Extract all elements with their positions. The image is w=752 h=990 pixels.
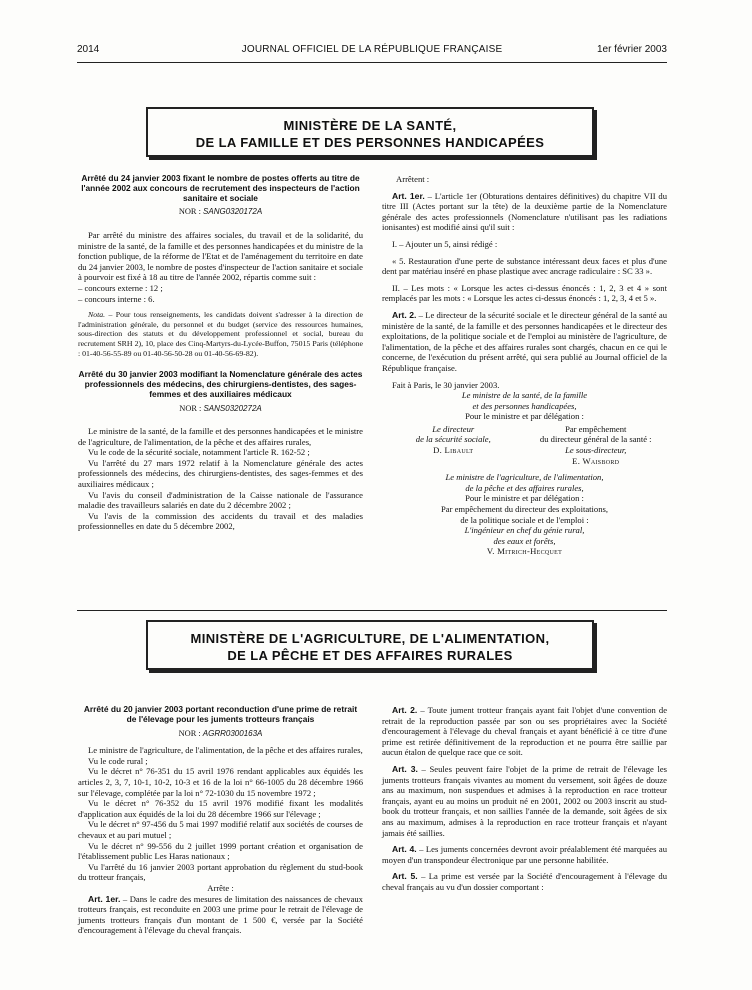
ministry-box-health <box>146 107 594 157</box>
preamble-paragraph: Le ministre de l'agriculture, de l'alimentation, de la pêche et des affaires rurales, <box>88 745 363 756</box>
article-text: – La prime est versée par la Société d'encouragement à l'élevage du cheval français au vu d'un dossier comportant : <box>382 871 667 892</box>
arrete-title: Arrêté du 24 janvier 2003 fixant le nombre de postes offerts au titre de l'année 2002 aux concours de recrutement des inspecteurs de l'action sanitaire et sociale <box>81 173 360 203</box>
article-label: Art. 1er. <box>392 190 425 201</box>
visa-paragraph: Vu le décret n° 76-351 du 15 avril 1976 rendant applicables aux équidés les articles 2, 3, 7, 10-1, 10-2, 10-3 et 16 de la loi n° 66-1005 du 28 décembre 1966 sur l'élevage, complétée par la loi n° 72-1030 du 15 novembre 1972 ; <box>78 766 363 798</box>
signatory-name: V. Mitrich-Hecquet <box>486 546 563 557</box>
visa-paragraph: Vu le décret n° 76-352 du 15 avril 1976 modifié fixant les modalités d'application aux équidés de la loi du 28 décembre 1966 sur l'élevage ; <box>78 798 363 819</box>
signatory-title: et des personnes handicapées, <box>472 400 577 411</box>
list-item: – concours externe : 12 ; <box>78 282 163 293</box>
visa-paragraph: Vu l'arrêté du 27 mars 1972 relatif à la Nomenclature générale des actes professionnels des médecins, des chirurgiens-dentistes, des sages-femmes et des auxiliaires médicaux ; <box>78 457 363 490</box>
ministry-line-2: DE LA PÊCHE ET DES AFFAIRES RURALES <box>227 648 513 663</box>
left-column-lower <box>78 705 363 936</box>
nor-label: NOR : <box>178 728 201 738</box>
signatory-title: de la sécurité sociale, <box>415 434 491 445</box>
delegation-line: Par empêchement du directeur des exploitations, <box>440 504 609 515</box>
signatory-title: Le directeur <box>432 423 475 434</box>
nor-reference <box>78 207 363 218</box>
ministry-line-1: MINISTÈRE DE L'AGRICULTURE, DE L'ALIMENTATION, <box>190 631 550 646</box>
right-column-lower <box>382 705 667 893</box>
list-item: – concours interne : 6. <box>78 293 155 304</box>
delegation-line: de la politique sociale et de l'emploi : <box>460 514 589 525</box>
signatory-title: des eaux et forêts, <box>493 535 556 546</box>
visa-paragraph: Vu le décret n° 97-456 du 5 mai 1997 modifié relatif aux sociétés de courses de chevaux et au pari mutuel ; <box>78 819 363 840</box>
article-label: Art. 4. <box>392 844 417 855</box>
article-label: Art. 2. <box>392 309 417 320</box>
issue-date: 1er février 2003 <box>596 44 667 55</box>
visa-paragraph: Vu l'avis de la commission des accidents du travail et des maladies professionnelles en date du 5 décembre 2002, <box>78 510 363 532</box>
arrete-verb: Arrête : <box>207 882 234 893</box>
signatory-title: du directeur général de la santé : <box>539 434 652 445</box>
nor-code: SANG0320172A <box>203 207 263 217</box>
signatory-title: L'ingénieur en chef du génie rural, <box>464 525 585 536</box>
nor-label: NOR : <box>178 207 201 217</box>
article-text: – Toute jument trotteur français ayant fait l'objet d'une convention de retrait de la reproduction passée par son ou ses propriétaires avec la Société d'encouragement à l'élevage du cheval français et ayant bénéficié à ce titre d'une prime est retirée définitivement de la reproduction et ne pourra être saillie par aucun étalon de quelque race que ce soit. <box>382 705 668 758</box>
signature-pair <box>382 424 667 466</box>
journal-title: JOURNAL OFFICIEL DE LA RÉPUBLIQUE FRANÇAISE <box>241 44 503 55</box>
signatory-title: Le ministre de l'agriculture, de l'alimentation, <box>445 472 604 483</box>
visa-paragraph: Vu l'avis du conseil d'administration de la Caisse nationale de l'assurance maladie des travailleurs salariés en date du 2 décembre 2002 ; <box>78 489 363 511</box>
nota-text: – Pour tous renseignements, les candidats doivent s'adresser à la direction de l'administration générale, du personnel et du budget (service des ressources humaines, sous-direction des statuts et du développement professionnel et social, bureau du recrutement SRH 2), 10, place des Cinq-Martyrs-du-Lycée-Buffon, 75015 Paris (téléphone : 01-40-56-55-89 ou 01-40-56-50-28 ou 01-40-56-69-82). <box>78 310 363 358</box>
signature-date: Fait à Paris, le 30 janvier 2003. <box>392 379 500 390</box>
article-1-quote: « 5. Restauration d'une perte de substance intéressant deux faces et plus d'une dent par matériau inséré en phase plastique avec ancrage radiculaire : SC 33 ». <box>382 255 667 277</box>
nota-label: Nota. <box>88 310 106 320</box>
delegation-line: Pour le ministre et par délégation : <box>465 411 584 422</box>
right-column-upper <box>382 174 667 557</box>
visa-paragraph: Vu le code de la sécurité sociale, notamment l'article R. 162-52 ; <box>88 447 310 458</box>
arrete-body: Par arrêté du ministre des affaires sociales, du travail et de la solidarité, du ministre de la santé, de la famille et des personnes handicapées et du ministre de la fonction publique, de la réforme de l'Etat et de l'aménagement du territoire en date du 24 janvier 2003, le nombre de postes d'inspecteur de l'action sanitaire et sociale à pourvoir est fixé à 18 au titre de l'année 2002, répartis comme suit : <box>78 229 363 283</box>
nor-reference <box>78 729 363 740</box>
visa-paragraph: Vu le décret n° 99-556 du 2 juillet 1999 portant création et organisation de l'établissement public Les Haras nationaux ; <box>78 840 363 862</box>
article-text: – L'article 1er (Obturations dentaires définitives) du chapitre VII du titre III (Actes portant sur la tête) de la deuxième partie de la Nomenclature générale des actes professionnels (Nomenclature n'utilisant pas les radiations ionisantes) est modifié ainsi qu'il suit : <box>382 190 667 233</box>
nor-code: AGRR0300163A <box>202 728 263 738</box>
article-1-part-ii: II. – Les mots : « Lorsque les actes ci-dessus énoncés : 1, 2, 3 et 4 » sont remplacés par les mots : « Lorsque les actes ci-dessus énoncés : 1, 2, 3, 4 et 5 ». <box>382 282 667 304</box>
nor-label: NOR : <box>179 403 202 413</box>
section-rule <box>77 610 667 611</box>
article-1 <box>78 894 363 936</box>
article-5 <box>382 871 667 892</box>
running-header <box>77 44 667 58</box>
article-label: Art. 3. <box>392 763 418 774</box>
nota-paragraph <box>78 310 363 358</box>
article-2 <box>382 705 667 758</box>
article-label: Art. 2. <box>392 705 418 715</box>
header-rule <box>77 62 667 63</box>
article-4 <box>382 844 667 865</box>
delegation-line: Pour le ministre et par délégation : <box>465 493 584 504</box>
article-text: – Le directeur de la sécurité sociale et le directeur général de la santé au ministère de la santé, de la famille et des personnes handicapées et le directeur des exploitations, de la politique sociale et de l'emploi au ministère de l'agriculture, de l'alimentation, de la pêche et des affaires rurales sont chargés, chacun en ce qui le concerne, de l'exécution du présent arrêté, qui sera publié au Journal officiel de la République française. <box>382 309 667 373</box>
signatory-name: D. Libault <box>433 445 474 456</box>
signatory-title: Par empêchement <box>565 423 627 434</box>
nor-code: SANS0320272A <box>203 403 262 413</box>
arrete-title: Arrêté du 30 janvier 2003 modifiant la Nomenclature générale des actes professionnels des médecins, des chirurgiens-dentistes, des sages-femmes et des auxiliaires médicaux <box>78 369 363 399</box>
signatory-title: Le sous-directeur, <box>565 445 627 456</box>
arrete-title: Arrêté du 20 janvier 2003 portant reconduction d'une prime de retrait de l'élevage pour les juments trotteurs français <box>83 704 358 724</box>
article-label: Art. 5. <box>392 871 418 882</box>
ministry-box-agriculture <box>146 620 594 670</box>
ministry-line-1: MINISTÈRE DE LA SANTÉ, <box>283 118 457 133</box>
preamble-paragraph: Le ministre de la santé, de la famille et des personnes handicapées et le ministre de l'agriculture, de l'alimentation, de la pêche et des affaires rurales, <box>78 426 363 447</box>
page-number: 2014 <box>77 44 100 55</box>
article-1 <box>382 191 667 233</box>
article-2 <box>382 310 667 374</box>
article-text: – Les juments concernées devront avoir préalablement été marquées au moyen d'un transpondeur électronique par une personne habilitée. <box>382 844 667 865</box>
signatory-title: de la pêche et des affaires rurales, <box>465 482 584 493</box>
visa-paragraph: Vu le code rural ; <box>88 755 148 766</box>
visa-paragraph: Vu l'arrêté du 16 janvier 2003 portant approbation du règlement du stud-book du trotteur français, <box>78 861 363 883</box>
ministry-line-2: DE LA FAMILLE ET DES PERSONNES HANDICAPÉES <box>195 135 545 150</box>
article-text: – Dans le cadre des mesures de limitation des naissances de chevaux trotteurs français, est reconduite en 2003 une prime pour le retrait de l'élevage de juments trotteurs français d'un montant de 1 500 €, versée par la Société d'encouragement à l'élevage du cheval français. <box>78 893 363 936</box>
arretent: Arrêtent : <box>396 174 430 184</box>
signatory-title: Le ministre de la santé, de la famille <box>461 390 588 401</box>
article-1-part-i: I. – Ajouter un 5, ainsi rédigé : <box>392 238 498 249</box>
left-column-upper <box>78 174 363 532</box>
article-label: Art. 1er. <box>88 893 121 904</box>
article-text: – Seules peuvent faire l'objet de la prime de retrait de l'élevage les juments trotteurs français vivantes au moment du versement, soit âgées de douze ans au maximum, non suspendues et admises à la reproduction en race trotteur français, ayant eu au moins un produit né en 2001, 2002 ou 2003 inscrit au stud-book du trotteur français, et non saillies l'année de la demande, soit âgées de six ans au maximum, admises à la reproduction en race trotteur français et n'ayant jamais été saillies. <box>382 763 668 838</box>
article-3 <box>382 764 667 838</box>
signatory-name: E. Waisbord <box>572 455 620 466</box>
nor-reference <box>78 404 363 415</box>
